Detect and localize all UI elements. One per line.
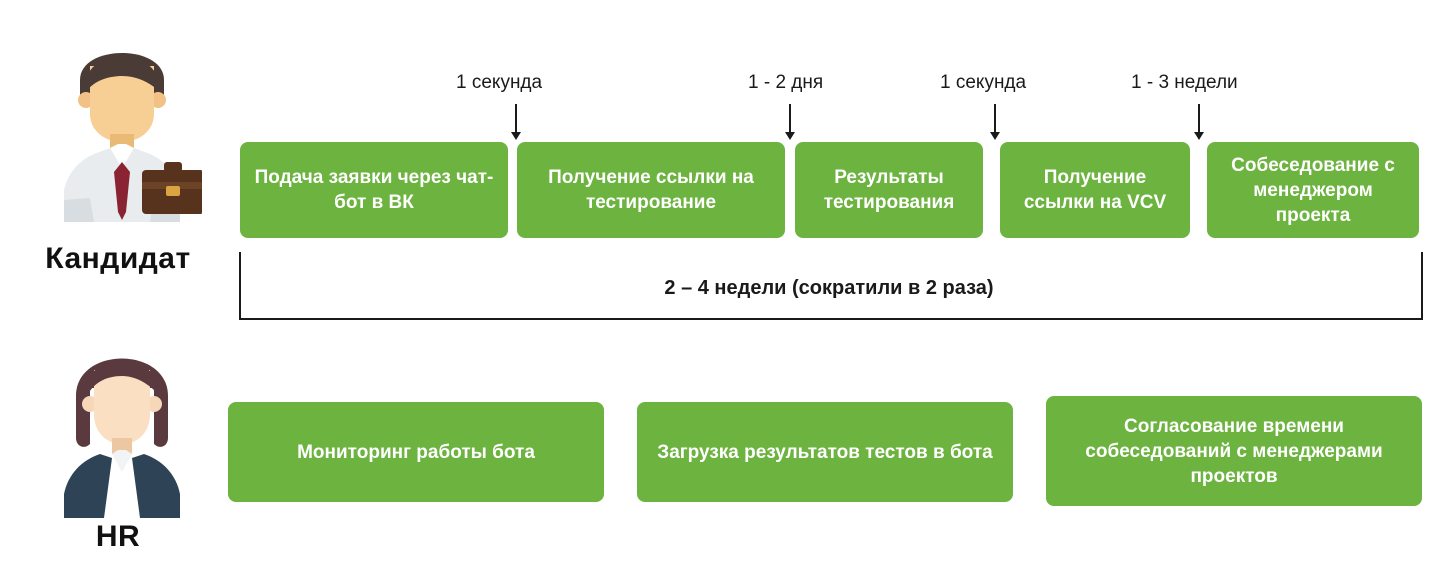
candidate-step-3[interactable]: Результаты тестирования	[795, 142, 983, 238]
arrow-head-4	[1194, 132, 1204, 140]
roles-column	[0, 0, 236, 582]
candidate-step-5[interactable]: Собеседование с менеджером проекта	[1207, 142, 1419, 238]
duration-label-1: 1 секунда	[456, 72, 543, 93]
hr-avatar-icon	[42, 318, 202, 498]
candidate-role-label: Кандидат	[45, 242, 191, 275]
hr-role-label: HR	[95, 520, 141, 553]
duration-label-2: 1 - 2 дня	[748, 72, 824, 93]
total-duration-label: 2 – 4 недели (сократили в 2 раза)	[664, 277, 994, 299]
arrow-head-1	[511, 132, 521, 140]
arrow-head-2	[785, 132, 795, 140]
candidate-step-1[interactable]: Подача заявки через чат-бот в ВК	[240, 142, 508, 238]
candidate-avatar-icon	[42, 22, 202, 202]
duration-label-3: 1 секунда	[940, 72, 1027, 93]
arrow-line-4	[1198, 104, 1200, 134]
hr-task-3[interactable]: Согласование времени собеседований с менеджерами проектов	[1046, 396, 1422, 506]
hr-task-2[interactable]: Загрузка результатов тестов в бота	[637, 402, 1013, 502]
arrow-line-3	[994, 104, 996, 134]
candidate-step-4[interactable]: Получение ссылки на VCV	[1000, 142, 1190, 238]
hr-task-1[interactable]: Мониторинг работы бота	[228, 402, 604, 502]
duration-label-4: 1 - 3 недели	[1131, 72, 1238, 93]
arrow-head-3	[990, 132, 1000, 140]
arrow-line-1	[515, 104, 517, 134]
arrow-line-2	[789, 104, 791, 134]
candidate-step-2[interactable]: Получение ссылки на тестирование	[517, 142, 785, 238]
